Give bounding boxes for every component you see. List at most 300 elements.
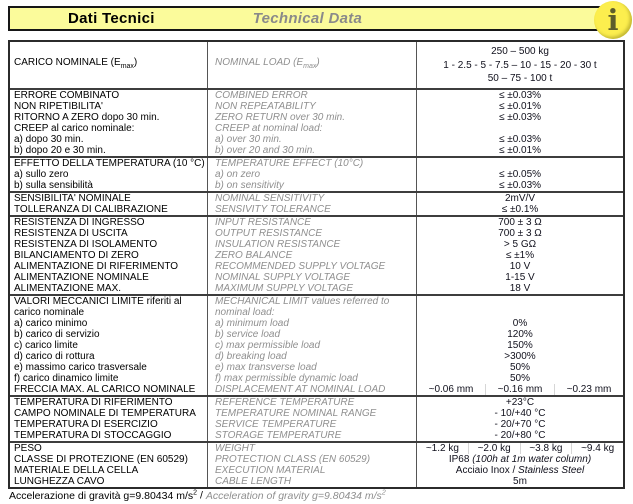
spec-label-en-line: f) max permissible dynamic load <box>215 372 358 384</box>
spec-label-en <box>208 112 417 123</box>
spec-label-it <box>10 101 208 112</box>
spec-label-it <box>10 217 208 228</box>
spec-value-text: - 20/+70 °C <box>494 418 546 430</box>
spec-row <box>10 340 623 351</box>
spec-label-it-line: CARICO NOMINALE $(E_{max})$ <box>14 57 138 71</box>
spec-value <box>417 318 623 329</box>
spec-label-it-line: CLASSE DI PROTEZIONE (EN 60529) <box>14 453 188 465</box>
spec-label-en-line: INSULATION RESISTANCE <box>215 238 341 250</box>
spec-value-text: 10 V <box>509 260 531 272</box>
page-title-english: Technical Data <box>252 10 363 27</box>
spec-value <box>417 90 623 101</box>
spec-label-it-line: b) dopo 20 e 30 min. <box>14 144 106 156</box>
spec-value-split <box>417 384 623 395</box>
spec-label-it <box>10 465 208 476</box>
spec-label-it-lines <box>14 193 207 204</box>
spec-value <box>417 443 623 454</box>
spec-label-it <box>10 430 208 441</box>
spec-row <box>10 476 623 487</box>
spec-label-en <box>208 250 417 261</box>
spec-label-it-lines <box>14 101 207 112</box>
spec-label-it-lines <box>14 362 207 373</box>
spec-value <box>417 454 623 465</box>
spec-value-text: 18 V <box>509 282 531 294</box>
spec-label-it <box>10 397 208 408</box>
spec-label-it <box>10 362 208 373</box>
header-bar <box>8 6 617 31</box>
spec-value <box>417 430 623 441</box>
spec-value-text: 700 ± 3 Ω <box>498 216 542 228</box>
spec-row <box>10 90 623 101</box>
spec-label-it-line: a) dopo 30 min. <box>14 133 84 145</box>
spec-label-en-line: c) max permissible load <box>215 339 321 351</box>
spec-label-en-lines <box>215 169 416 180</box>
spec-label-it-line: NON RIPETIBILITA' <box>14 100 103 112</box>
spec-value <box>417 340 623 351</box>
spec-value-split <box>417 443 623 454</box>
spec-label-it-lines <box>14 57 137 72</box>
spec-row <box>10 430 623 441</box>
spec-value <box>417 419 623 430</box>
spec-label-it-lines <box>14 239 207 250</box>
spec-label-it-line: ALIMENTAZIONE NOMINALE <box>14 271 149 283</box>
spec-label-en-line: SENSIVITY TOLERANCE <box>215 203 331 215</box>
spec-value <box>417 261 623 272</box>
spec-label-it-line: CREEP al carico nominale: <box>14 122 135 134</box>
spec-label-it-lines <box>14 272 207 283</box>
spec-label-en <box>208 101 417 112</box>
spec-label-it-lines <box>14 430 207 441</box>
spec-label-en-line: e) max transverse load <box>215 361 317 373</box>
spec-row <box>10 443 623 454</box>
spec-label-en <box>208 261 417 272</box>
spec-label-en-line: d) breaking load <box>215 350 287 362</box>
spec-label-en <box>208 193 417 204</box>
spec-label-it <box>10 373 208 384</box>
spec-label-it-lines <box>14 454 207 465</box>
spec-label-en-line: SERVICE TEMPERATURE <box>215 418 337 430</box>
spec-label-it-lines <box>14 169 207 180</box>
spec-label-it <box>10 228 208 239</box>
spec-label-en-lines <box>215 250 416 261</box>
spec-label-en-line: NOMINAL SENSITIVITY <box>215 192 325 204</box>
spec-row <box>10 145 623 156</box>
spec-value <box>417 42 623 88</box>
spec-row <box>10 169 623 180</box>
gravity-footnote-english: Acceleration of gravity g=9.80434 $m/s^2$ <box>205 489 386 502</box>
spec-label-it-lines <box>14 134 207 145</box>
spec-value <box>417 134 623 145</box>
spec-group <box>10 156 623 191</box>
spec-value-text: +23°C <box>505 396 535 408</box>
spec-label-en-lines <box>215 296 416 318</box>
spec-value <box>417 476 623 487</box>
spec-label-it-line: carico nominale <box>14 306 85 318</box>
spec-row <box>10 42 623 88</box>
spec-label-en <box>208 454 417 465</box>
gravity-footnote-italian: Accelerazione di gravità g=9.80434 $m/s^2$ <box>9 489 198 502</box>
spec-value-text: 5m <box>513 475 527 487</box>
spec-group <box>10 215 623 294</box>
spec-value <box>417 397 623 408</box>
spec-value-line: 250 – 500 kg <box>491 46 549 57</box>
spec-value-italic: Stainless Steel <box>518 464 585 476</box>
spec-value-text: ≤ ±0.03% <box>498 179 542 191</box>
spec-label-en-lines <box>215 145 416 156</box>
spec-row <box>10 408 623 419</box>
spec-label-it-lines <box>14 373 207 384</box>
spec-label-en-line: b) service load <box>215 328 281 340</box>
spec-label-en <box>208 351 417 362</box>
spec-label-en-line: RECOMMENDED SUPPLY VOLTAGE <box>215 260 386 272</box>
spec-value-part: ~9.4 kg <box>571 443 623 454</box>
spec-label-en-lines <box>215 217 416 228</box>
spec-label-en-line: a) minimum load <box>215 317 289 329</box>
spec-label-it-lines <box>14 465 207 476</box>
spec-label-it-line: d) carico di rottura <box>14 350 95 362</box>
spec-value-text: - 20/+80 °C <box>494 429 546 441</box>
spec-label-en <box>208 283 417 294</box>
spec-group <box>10 441 623 487</box>
spec-label-it-line: c) carico limite <box>14 339 78 351</box>
spec-label-it-line: f) carico dinamico limite <box>14 372 119 384</box>
spec-value <box>417 101 623 112</box>
spec-label-it-line: RITORNO A ZERO dopo 30 min. <box>14 111 160 123</box>
spec-label-en-lines <box>215 228 416 239</box>
spec-value-lines <box>417 42 623 88</box>
spec-label-en <box>208 465 417 476</box>
spec-label-en <box>208 340 417 351</box>
spec-label-en <box>208 158 417 169</box>
spec-label-en-lines <box>215 283 416 294</box>
spec-value-text: ≤ ±0.03% <box>498 89 542 101</box>
spec-label-en-lines <box>215 193 416 204</box>
spec-group <box>10 395 623 441</box>
spec-label-en-lines <box>215 204 416 215</box>
spec-label-en-line: TEMPERATURE NOMINAL RANGE <box>215 407 377 419</box>
spec-value-text: - 10/+40 °C <box>494 407 546 419</box>
spec-label-en <box>208 134 417 145</box>
spec-label-en-line: TEMPERATURE EFFECT (10°C) <box>215 157 364 169</box>
spec-label-it-line: TOLLERANZA DI CALIBRAZIONE <box>14 203 168 215</box>
spec-label-en-line: NON REPEATABILITY <box>215 100 316 112</box>
spec-label-en-lines <box>215 112 416 123</box>
spec-label-en-lines <box>215 123 416 134</box>
spec-value-italic: (100h at 1m water column) <box>472 453 592 465</box>
spec-value <box>417 465 623 476</box>
spec-label-it-line: RESISTENZA DI ISOLAMENTO <box>14 238 158 250</box>
spec-label-en-lines <box>215 180 416 191</box>
spec-label-it-lines <box>14 329 207 340</box>
spec-label-en-line: STORAGE TEMPERATURE <box>215 429 342 441</box>
spec-label-en-lines <box>215 465 416 476</box>
spec-label-it <box>10 193 208 204</box>
spec-label-en <box>208 123 417 134</box>
spec-label-it <box>10 169 208 180</box>
spec-value <box>417 112 623 123</box>
spec-label-it <box>10 134 208 145</box>
spec-value-text: 120% <box>507 328 533 340</box>
spec-label-en <box>208 180 417 191</box>
spec-row <box>10 454 623 465</box>
spec-label-it <box>10 340 208 351</box>
spec-value-text: ≤ ±1% <box>505 249 535 261</box>
spec-label-en-lines <box>215 101 416 112</box>
spec-value-part: ~2.0 kg <box>468 443 520 454</box>
spec-label-en-line: NOMINAL LOAD $(E_{max})$ <box>215 57 320 71</box>
spec-label-it-lines <box>14 158 207 169</box>
spec-label-en <box>208 419 417 430</box>
spec-label-it <box>10 419 208 430</box>
spec-label-en-lines <box>215 454 416 465</box>
spec-label-it-lines <box>14 123 207 134</box>
spec-label-it-line: FRECCIA MAX. AL CARICO NOMINALE <box>14 383 196 395</box>
spec-label-it-lines <box>14 408 207 419</box>
spec-row <box>10 296 623 318</box>
spec-row <box>10 217 623 228</box>
spec-label-en-lines <box>215 476 416 487</box>
spec-value <box>417 384 623 395</box>
spec-value <box>417 180 623 191</box>
spec-label-it <box>10 42 208 88</box>
spec-value-text: ≤ ±0.01% <box>498 144 542 156</box>
spec-value-line: 1 - 2.5 - 5 - 7.5 – 10 - 15 - 20 - 30 t <box>443 59 597 71</box>
spec-label-en-lines <box>215 362 416 373</box>
spec-label-en-lines <box>215 158 416 169</box>
spec-label-it-line: SENSIBILITA' NOMINALE <box>14 192 131 204</box>
page-title-italian: Dati Tecnici <box>68 10 155 27</box>
spec-value <box>417 362 623 373</box>
spec-label-it-line: ERRORE COMBINATO <box>14 89 120 101</box>
spec-label-it <box>10 158 208 169</box>
spec-label-en <box>208 384 417 395</box>
spec-label-it <box>10 272 208 283</box>
spec-row <box>10 362 623 373</box>
spec-label-it-line: ALIMENTAZIONE MAX. <box>14 282 122 294</box>
spec-label-en-line: nominal load: <box>215 306 275 318</box>
spec-row <box>10 123 623 134</box>
spec-label-en <box>208 476 417 487</box>
spec-label-en-lines <box>215 430 416 441</box>
spec-label-it <box>10 90 208 101</box>
spec-label-it-lines <box>14 318 207 329</box>
spec-value-text: 50% <box>509 361 530 373</box>
spec-label-en <box>208 430 417 441</box>
spec-value <box>417 193 623 204</box>
spec-row <box>10 272 623 283</box>
spec-label-en <box>208 42 417 88</box>
spec-label-en <box>208 169 417 180</box>
spec-label-en <box>208 397 417 408</box>
spec-label-it-line: VALORI MECCANICI LIMITE riferiti al <box>14 295 182 307</box>
spec-row <box>10 239 623 250</box>
spec-value-text: >300% <box>504 350 536 362</box>
spec-value-part: ~0.16 mm <box>485 384 554 395</box>
spec-label-en-line: REFERENCE TEMPERATURE <box>215 396 355 408</box>
spec-value <box>417 250 623 261</box>
spec-label-en <box>208 408 417 419</box>
spec-label-en-lines <box>215 134 416 145</box>
spec-label-it-line: LUNGHEZZA CAVO <box>14 475 105 487</box>
spec-row <box>10 373 623 384</box>
spec-label-it <box>10 145 208 156</box>
spec-label-it <box>10 351 208 362</box>
spec-row <box>10 465 623 476</box>
spec-label-en-line: a) on zero <box>215 168 261 180</box>
spec-label-it-line: a) sullo zero <box>14 168 69 180</box>
spec-label-en-lines <box>215 373 416 384</box>
spec-label-it-lines <box>14 217 207 228</box>
spec-label-en-lines <box>215 261 416 272</box>
spec-label-en-lines <box>215 272 416 283</box>
spec-label-en-lines <box>215 239 416 250</box>
spec-label-en <box>208 90 417 101</box>
spec-label-it-line: MATERIALE DELLA CELLA <box>14 464 139 476</box>
spec-label-it-line: b) carico di servizio <box>14 328 100 340</box>
spec-label-en <box>208 239 417 250</box>
spec-row <box>10 419 623 430</box>
spec-label-it <box>10 180 208 191</box>
spec-label-en-line: MECHANICAL LIMIT values referred to <box>215 295 390 307</box>
spec-value-text: 1-15 V <box>505 271 535 283</box>
spec-group <box>10 191 623 215</box>
spec-label-en <box>208 204 417 215</box>
spec-label-en-lines <box>215 340 416 351</box>
spec-row <box>10 384 623 395</box>
spec-row <box>10 228 623 239</box>
spec-value <box>417 272 623 283</box>
spec-value-text: ≤ ±0.01% <box>498 100 542 112</box>
spec-value <box>417 228 623 239</box>
spec-value <box>417 283 623 294</box>
spec-row <box>10 134 623 145</box>
spec-value-text: 700 ± 3 Ω <box>498 227 542 239</box>
spec-group <box>10 88 623 156</box>
spec-label-en <box>208 329 417 340</box>
spec-label-it-lines <box>14 228 207 239</box>
spec-label-it-line: TEMPERATURA DI STOCCAGGIO <box>14 429 172 441</box>
spec-value-text: ≤ ±0.03% <box>498 133 542 145</box>
spec-label-en-lines <box>215 329 416 340</box>
spec-value <box>417 158 623 169</box>
spec-value-text: ≤ ±0.05% <box>498 168 542 180</box>
spec-value <box>417 373 623 384</box>
spec-label-it-lines <box>14 112 207 123</box>
spec-label-it-line: TEMPERATURA DI ESERCIZIO <box>14 418 158 430</box>
spec-row <box>10 351 623 362</box>
spec-label-it <box>10 112 208 123</box>
spec-value-part: ~0.06 mm <box>428 383 474 395</box>
spec-value <box>417 329 623 340</box>
spec-table <box>8 40 625 489</box>
spec-row <box>10 250 623 261</box>
spec-label-it-lines <box>14 250 207 261</box>
spec-label-it <box>10 204 208 215</box>
spec-row <box>10 318 623 329</box>
spec-label-en-lines <box>215 90 416 101</box>
spec-value <box>417 239 623 250</box>
spec-value <box>417 169 623 180</box>
spec-label-it-lines <box>14 261 207 272</box>
spec-label-it-lines <box>14 204 207 215</box>
spec-label-en-line: ZERO BALANCE <box>215 249 293 261</box>
spec-label-it-lines <box>14 351 207 362</box>
spec-label-it <box>10 329 208 340</box>
spec-label-en-lines <box>215 419 416 430</box>
spec-label-it <box>10 318 208 329</box>
spec-value-part: ~3.8 kg <box>520 443 572 454</box>
spec-label-en <box>208 272 417 283</box>
spec-label-en-line: MAXIMUM SUPPLY VOLTAGE <box>215 282 354 294</box>
spec-row <box>10 397 623 408</box>
spec-label-en-line: b) over 20 and 30 min. <box>215 144 316 156</box>
spec-value <box>417 145 623 156</box>
spec-row <box>10 193 623 204</box>
spec-label-it-lines <box>14 397 207 408</box>
spec-label-it <box>10 250 208 261</box>
spec-value-prefix: Acciaio Inox / <box>455 464 519 476</box>
spec-label-it-lines <box>14 180 207 191</box>
spec-value-text: > 5 GΩ <box>503 238 537 250</box>
spec-value-part: ~1.2 kg <box>425 442 459 454</box>
spec-label-it-line: TEMPERATURA DI RIFERIMENTO <box>14 396 173 408</box>
spec-label-en-lines <box>215 443 416 454</box>
spec-row <box>10 180 623 191</box>
spec-value <box>417 296 623 318</box>
spec-value-text: 50% <box>509 372 530 384</box>
spec-label-en <box>208 318 417 329</box>
spec-label-it-line: RESISTENZA DI USCITA <box>14 227 128 239</box>
spec-group <box>10 42 623 88</box>
spec-row <box>10 158 623 169</box>
spec-label-it <box>10 123 208 134</box>
spec-label-en-line: a) over 30 min. <box>215 133 282 145</box>
spec-label-en-line: DISPLACEMENT AT NOMINAL LOAD <box>215 383 386 395</box>
spec-label-it-line: b) sulla sensibilità <box>14 179 93 191</box>
spec-label-it-lines <box>14 384 207 395</box>
spec-label-en <box>208 145 417 156</box>
spec-label-en-line: b) on sensitivity <box>215 179 284 191</box>
info-icon[interactable]: i <box>594 1 632 39</box>
spec-label-en <box>208 373 417 384</box>
gravity-footnote-separator: / <box>197 489 206 502</box>
spec-label-it <box>10 296 208 318</box>
spec-label-en <box>208 443 417 454</box>
spec-label-it <box>10 443 208 454</box>
spec-value <box>417 351 623 362</box>
spec-row <box>10 283 623 294</box>
spec-label-it-line: BILANCIAMENTO DI ZERO <box>14 249 139 261</box>
spec-value-text: ≤ ±0.1% <box>501 203 539 215</box>
spec-label-it-lines <box>14 145 207 156</box>
spec-row <box>10 112 623 123</box>
spec-label-en-line: WEIGHT <box>215 442 255 454</box>
spec-label-it <box>10 239 208 250</box>
spec-row <box>10 204 623 215</box>
spec-label-it-lines <box>14 443 207 454</box>
spec-value-text: ≤ ±0.03% <box>498 111 542 123</box>
spec-value <box>417 408 623 419</box>
spec-label-it-line: EFFETTO DELLA TEMPERATURA (10 °C) <box>14 157 205 169</box>
spec-group <box>10 294 623 395</box>
spec-label-en-lines <box>215 318 416 329</box>
spec-label-en-line: PROTECTION CLASS (EN 60529) <box>215 453 371 465</box>
spec-row <box>10 261 623 272</box>
spec-label-en-lines <box>215 397 416 408</box>
spec-label-en-line: EXECUTION MATERIAL <box>215 464 326 476</box>
spec-label-it <box>10 261 208 272</box>
spec-label-en <box>208 296 417 318</box>
